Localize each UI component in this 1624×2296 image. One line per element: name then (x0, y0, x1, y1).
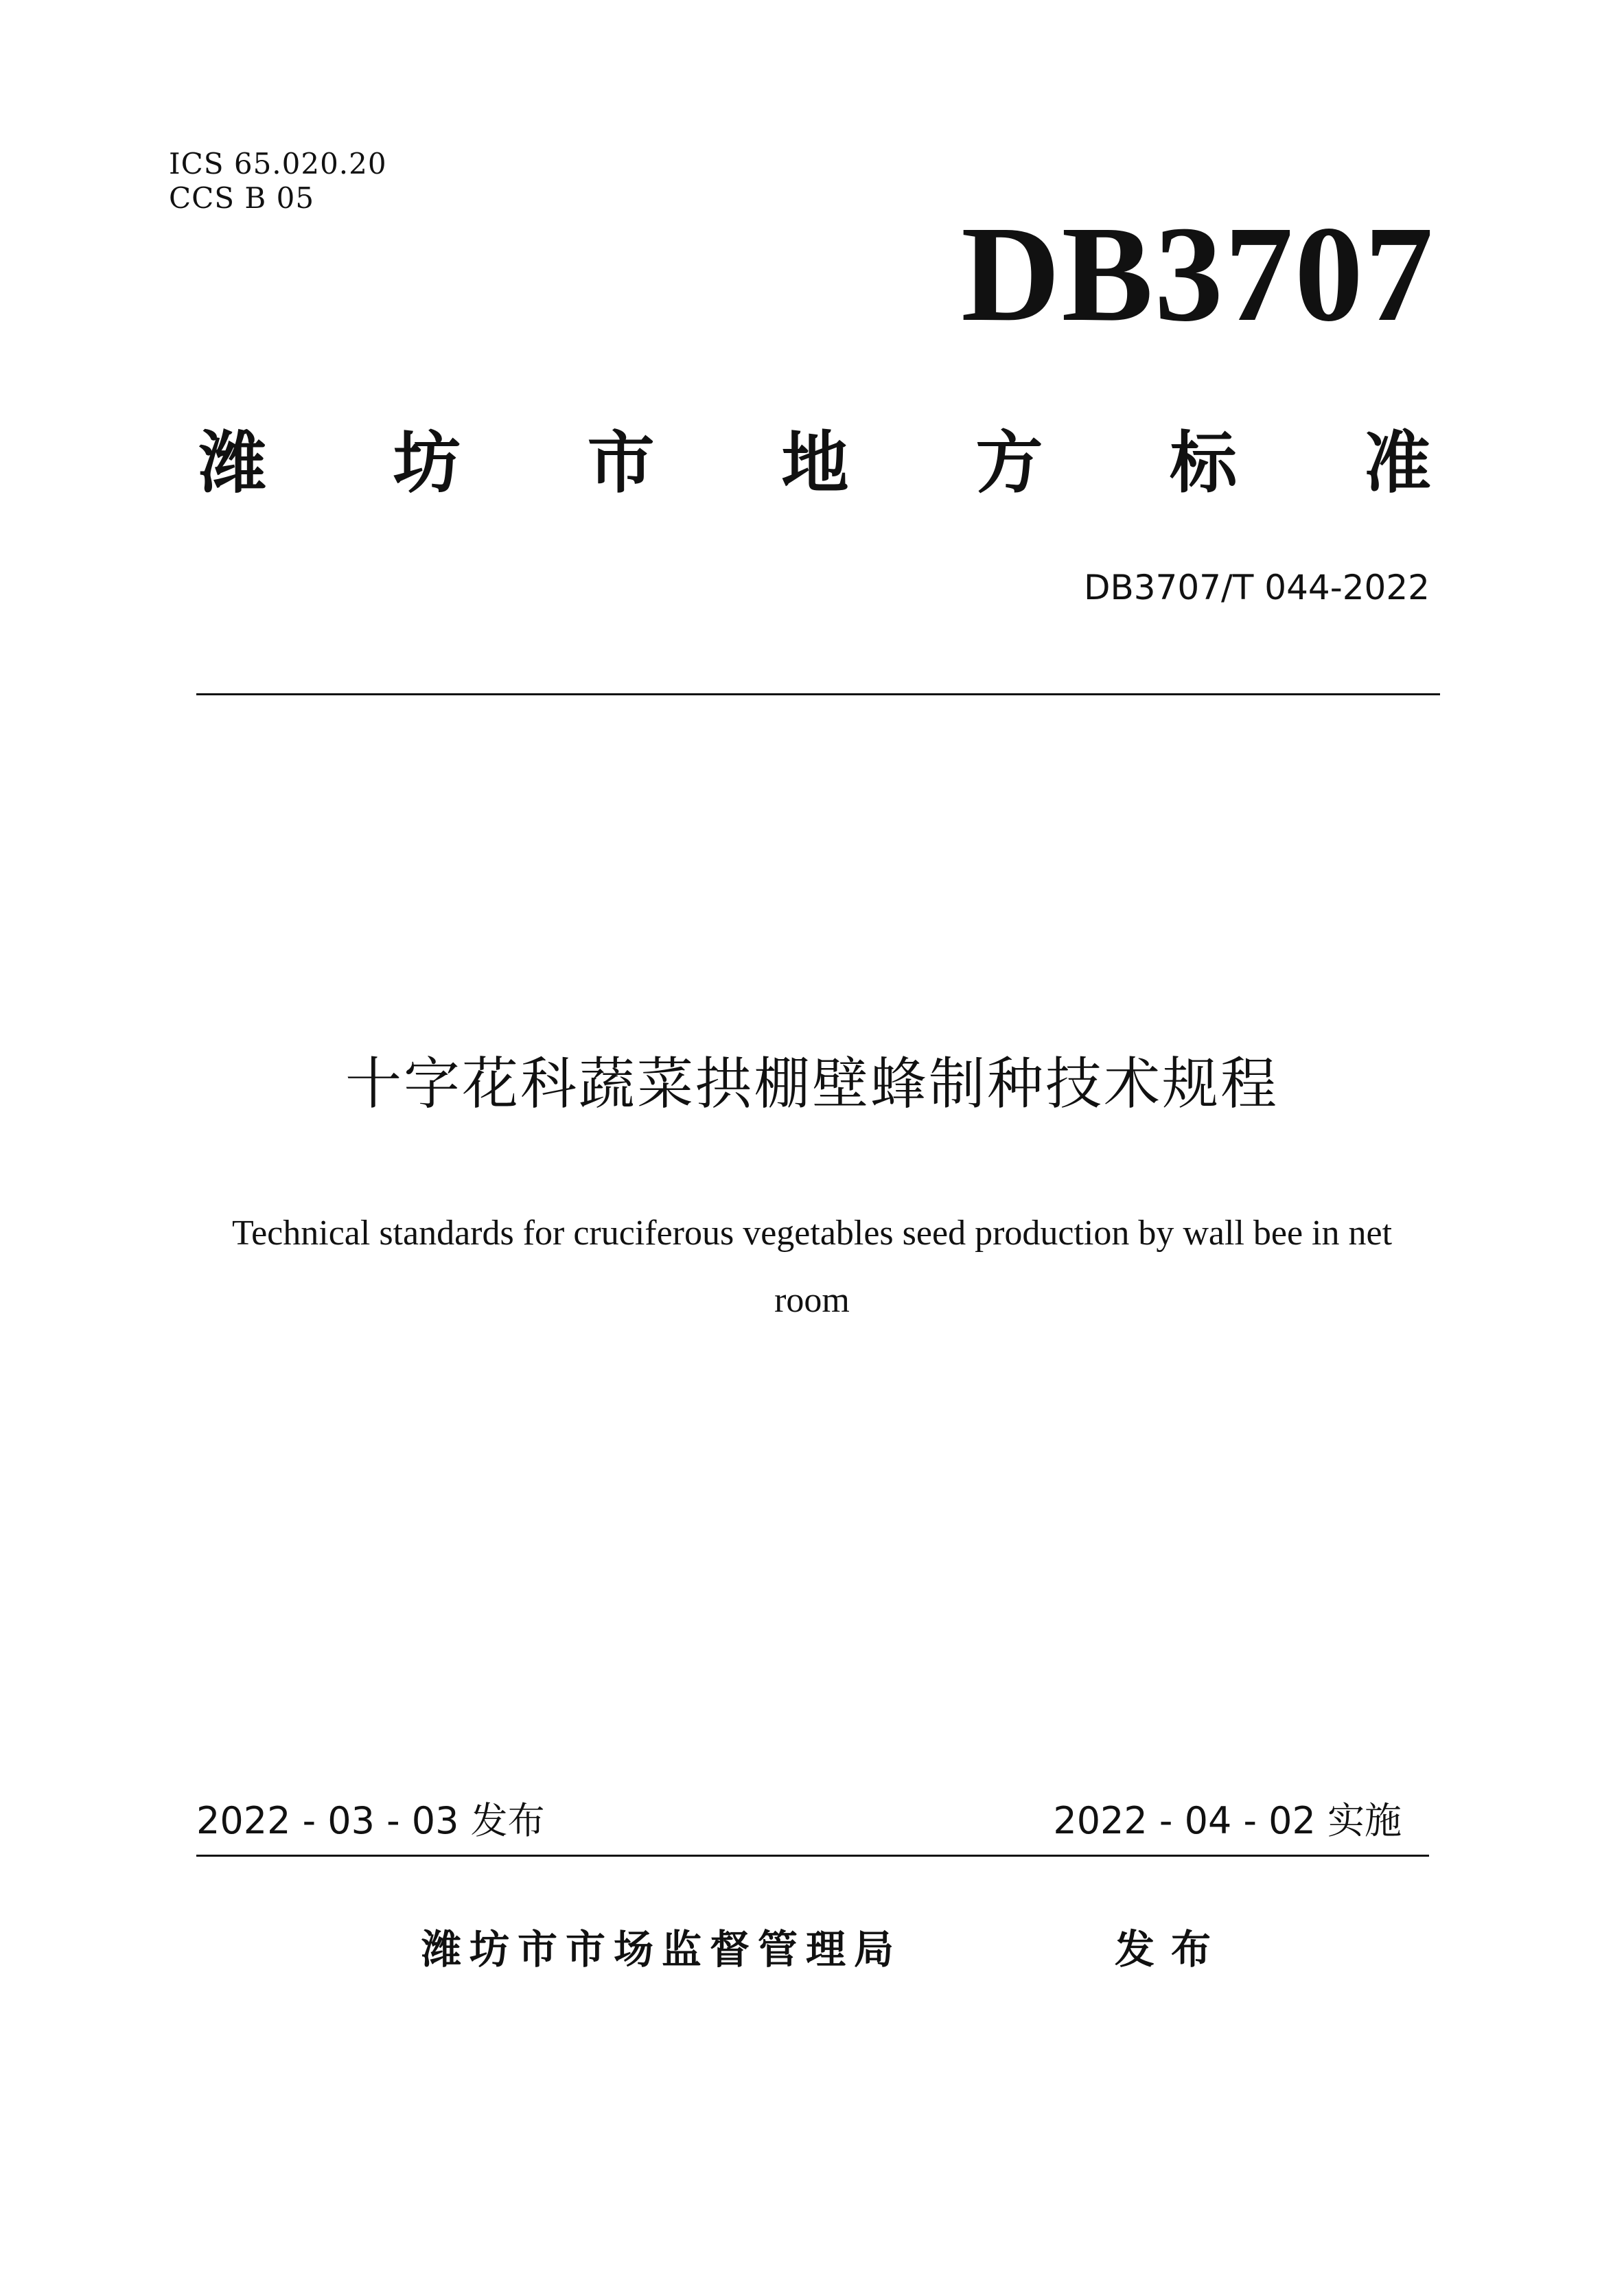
standard-type-char: 市 (587, 424, 655, 502)
document-title-chinese: 十字花科蔬菜拱棚壁蜂制种技术规程 (345, 1052, 1279, 1117)
bottom-divider (196, 1855, 1429, 1857)
db-code: DB3707 (961, 198, 1435, 350)
standard-type-char: 地 (781, 424, 849, 502)
standard-type-char: 准 (1363, 424, 1431, 502)
date-row (196, 1797, 1429, 1852)
classification-codes (169, 147, 387, 216)
issuing-authority: 潍坊市市场监督管理局 (421, 1926, 903, 1973)
document-title-english: Technical standards for cruciferous vegetables seed production by wall bee in net room (231, 1214, 1393, 1320)
standard-number: DB3707/T 044-2022 (1083, 568, 1430, 607)
issue-label: 发布 (1115, 1926, 1228, 1973)
standard-type-char: 坊 (393, 424, 461, 502)
publish-date: 2022 - 03 - 03 发布 (196, 1799, 545, 1842)
standard-type-char: 潍 (199, 424, 267, 502)
ics-code: ICS 65.020.20 (169, 147, 387, 181)
standard-type-char: 方 (975, 424, 1043, 502)
standard-type-char: 标 (1170, 424, 1238, 502)
ccs-code: CCS B 05 (169, 181, 315, 215)
standard-type (199, 426, 1431, 501)
implement-date: 2022 - 04 - 02 实施 (1053, 1799, 1402, 1842)
top-divider (196, 693, 1440, 695)
